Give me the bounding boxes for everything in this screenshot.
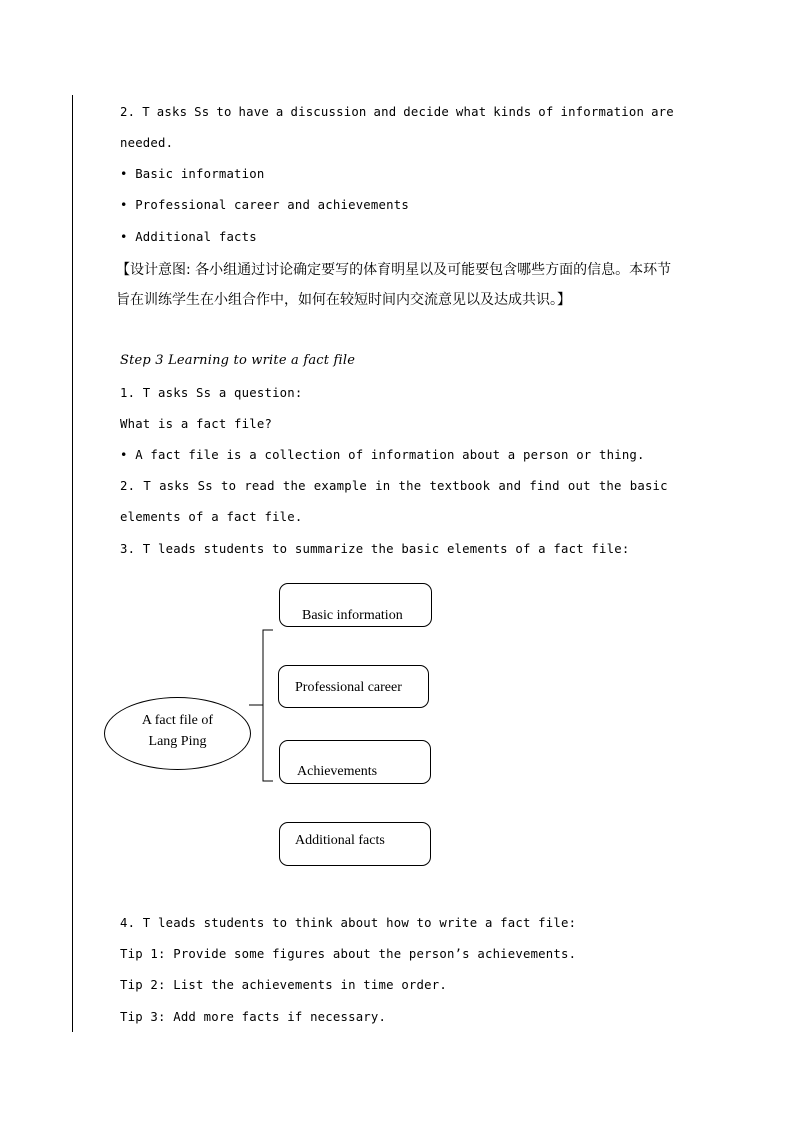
read-example-line-1-word: the <box>398 479 422 493</box>
box-professional-career-label: Professional career <box>295 680 402 695</box>
read-example-line-1-word: Ss <box>197 479 213 493</box>
discussion-line-1-word: information <box>560 105 645 119</box>
discussion-line-1-word: and <box>373 105 397 119</box>
read-example-line-1-word: basic <box>629 479 668 493</box>
discussion-line-1-word: Ss <box>194 105 210 119</box>
discussion-line-1-word: asks <box>156 105 188 119</box>
box-additional-facts <box>279 822 431 866</box>
read-example-line-1-word: textbook <box>429 479 491 493</box>
tip-3: Tip 3: Add more facts if necessary. <box>120 1010 387 1024</box>
box-basic-information-label: Basic information <box>302 608 403 623</box>
box-additional-facts-label: Additional facts <box>295 833 385 848</box>
box-professional-career <box>278 665 429 708</box>
read-example-line-1-word: in <box>375 479 391 493</box>
summarize-line: 3. T leads students to summarize the basic elements of a fact file: <box>120 542 630 556</box>
read-example-line-1-word: find <box>529 479 560 493</box>
step3-heading: Step 3 Learning to write a fact file <box>120 353 356 368</box>
bullet-professional-career: • Professional career and achievements <box>120 198 409 212</box>
box-basic-information <box>279 583 432 627</box>
center-label-line-1: A fact file of <box>141 713 214 728</box>
discussion-line-1-word: to <box>216 105 232 119</box>
read-example-line-1-word: the <box>598 479 622 493</box>
tip-1: Tip 1: Provide some figures about the person’s achievements. <box>120 947 577 961</box>
design-intent-line-2: 旨在训练学生在小组合作中，如何在较短时间内交流意见以及达成共识。】 <box>116 292 571 308</box>
discussion-line-1-word: decide <box>403 105 449 119</box>
center-label-line-2: Lang Ping <box>148 734 207 749</box>
discussion-line-1-word: discussion <box>290 105 367 119</box>
read-example-line-1-word: out <box>567 479 591 493</box>
discussion-line-1-word: have <box>238 105 269 119</box>
box-achievements-label: Achievements <box>297 764 378 779</box>
read-example-line-1-word: T <box>143 479 151 493</box>
discussion-line-1-word: a <box>275 105 284 119</box>
discussion-line-1-word: kinds <box>493 105 532 119</box>
read-example-line-1-word: example <box>313 479 368 493</box>
answer-bullet: • A fact file is a collection of information about a person or thing. <box>120 448 645 462</box>
discussion-line-1-word: T <box>142 105 150 119</box>
read-example-line-1-word: read <box>244 479 275 493</box>
discussion-line-1-word: are <box>651 105 674 119</box>
read-example-line-1-word: asks <box>159 479 190 493</box>
tip-2: Tip 2: List the achievements in time order. <box>120 978 447 992</box>
bullet-additional-facts: • Additional facts <box>120 230 257 244</box>
bullet-basic-information: • Basic information <box>120 167 265 181</box>
discussion-line-2: needed. <box>120 136 174 150</box>
read-example-line-2: elements of a fact file. <box>120 510 303 524</box>
center-ellipse <box>104 697 251 770</box>
box-achievements <box>279 740 431 784</box>
discussion-line-1-word: what <box>455 105 487 119</box>
question-text: What is a fact file? <box>120 417 273 431</box>
read-example-line-1-word: and <box>498 479 522 493</box>
discussion-line-1-word: 2. <box>120 105 136 119</box>
brace-bracket <box>263 630 273 781</box>
discussion-line-1-word: of <box>538 105 554 119</box>
read-example-line-1-word: to <box>220 479 237 493</box>
design-intent-line-1: 【设计意图: 各小组通过讨论确定要写的体育明星以及可能要包含哪些方面的信息。本环节 <box>116 262 672 278</box>
section4-intro: 4. T leads students to think about how to write a fact file: <box>120 916 577 930</box>
read-example-line-1-word: 2. <box>120 479 136 493</box>
question-intro: 1. T asks Ss a question: <box>120 386 303 400</box>
read-example-line-1-word: the <box>282 479 306 493</box>
